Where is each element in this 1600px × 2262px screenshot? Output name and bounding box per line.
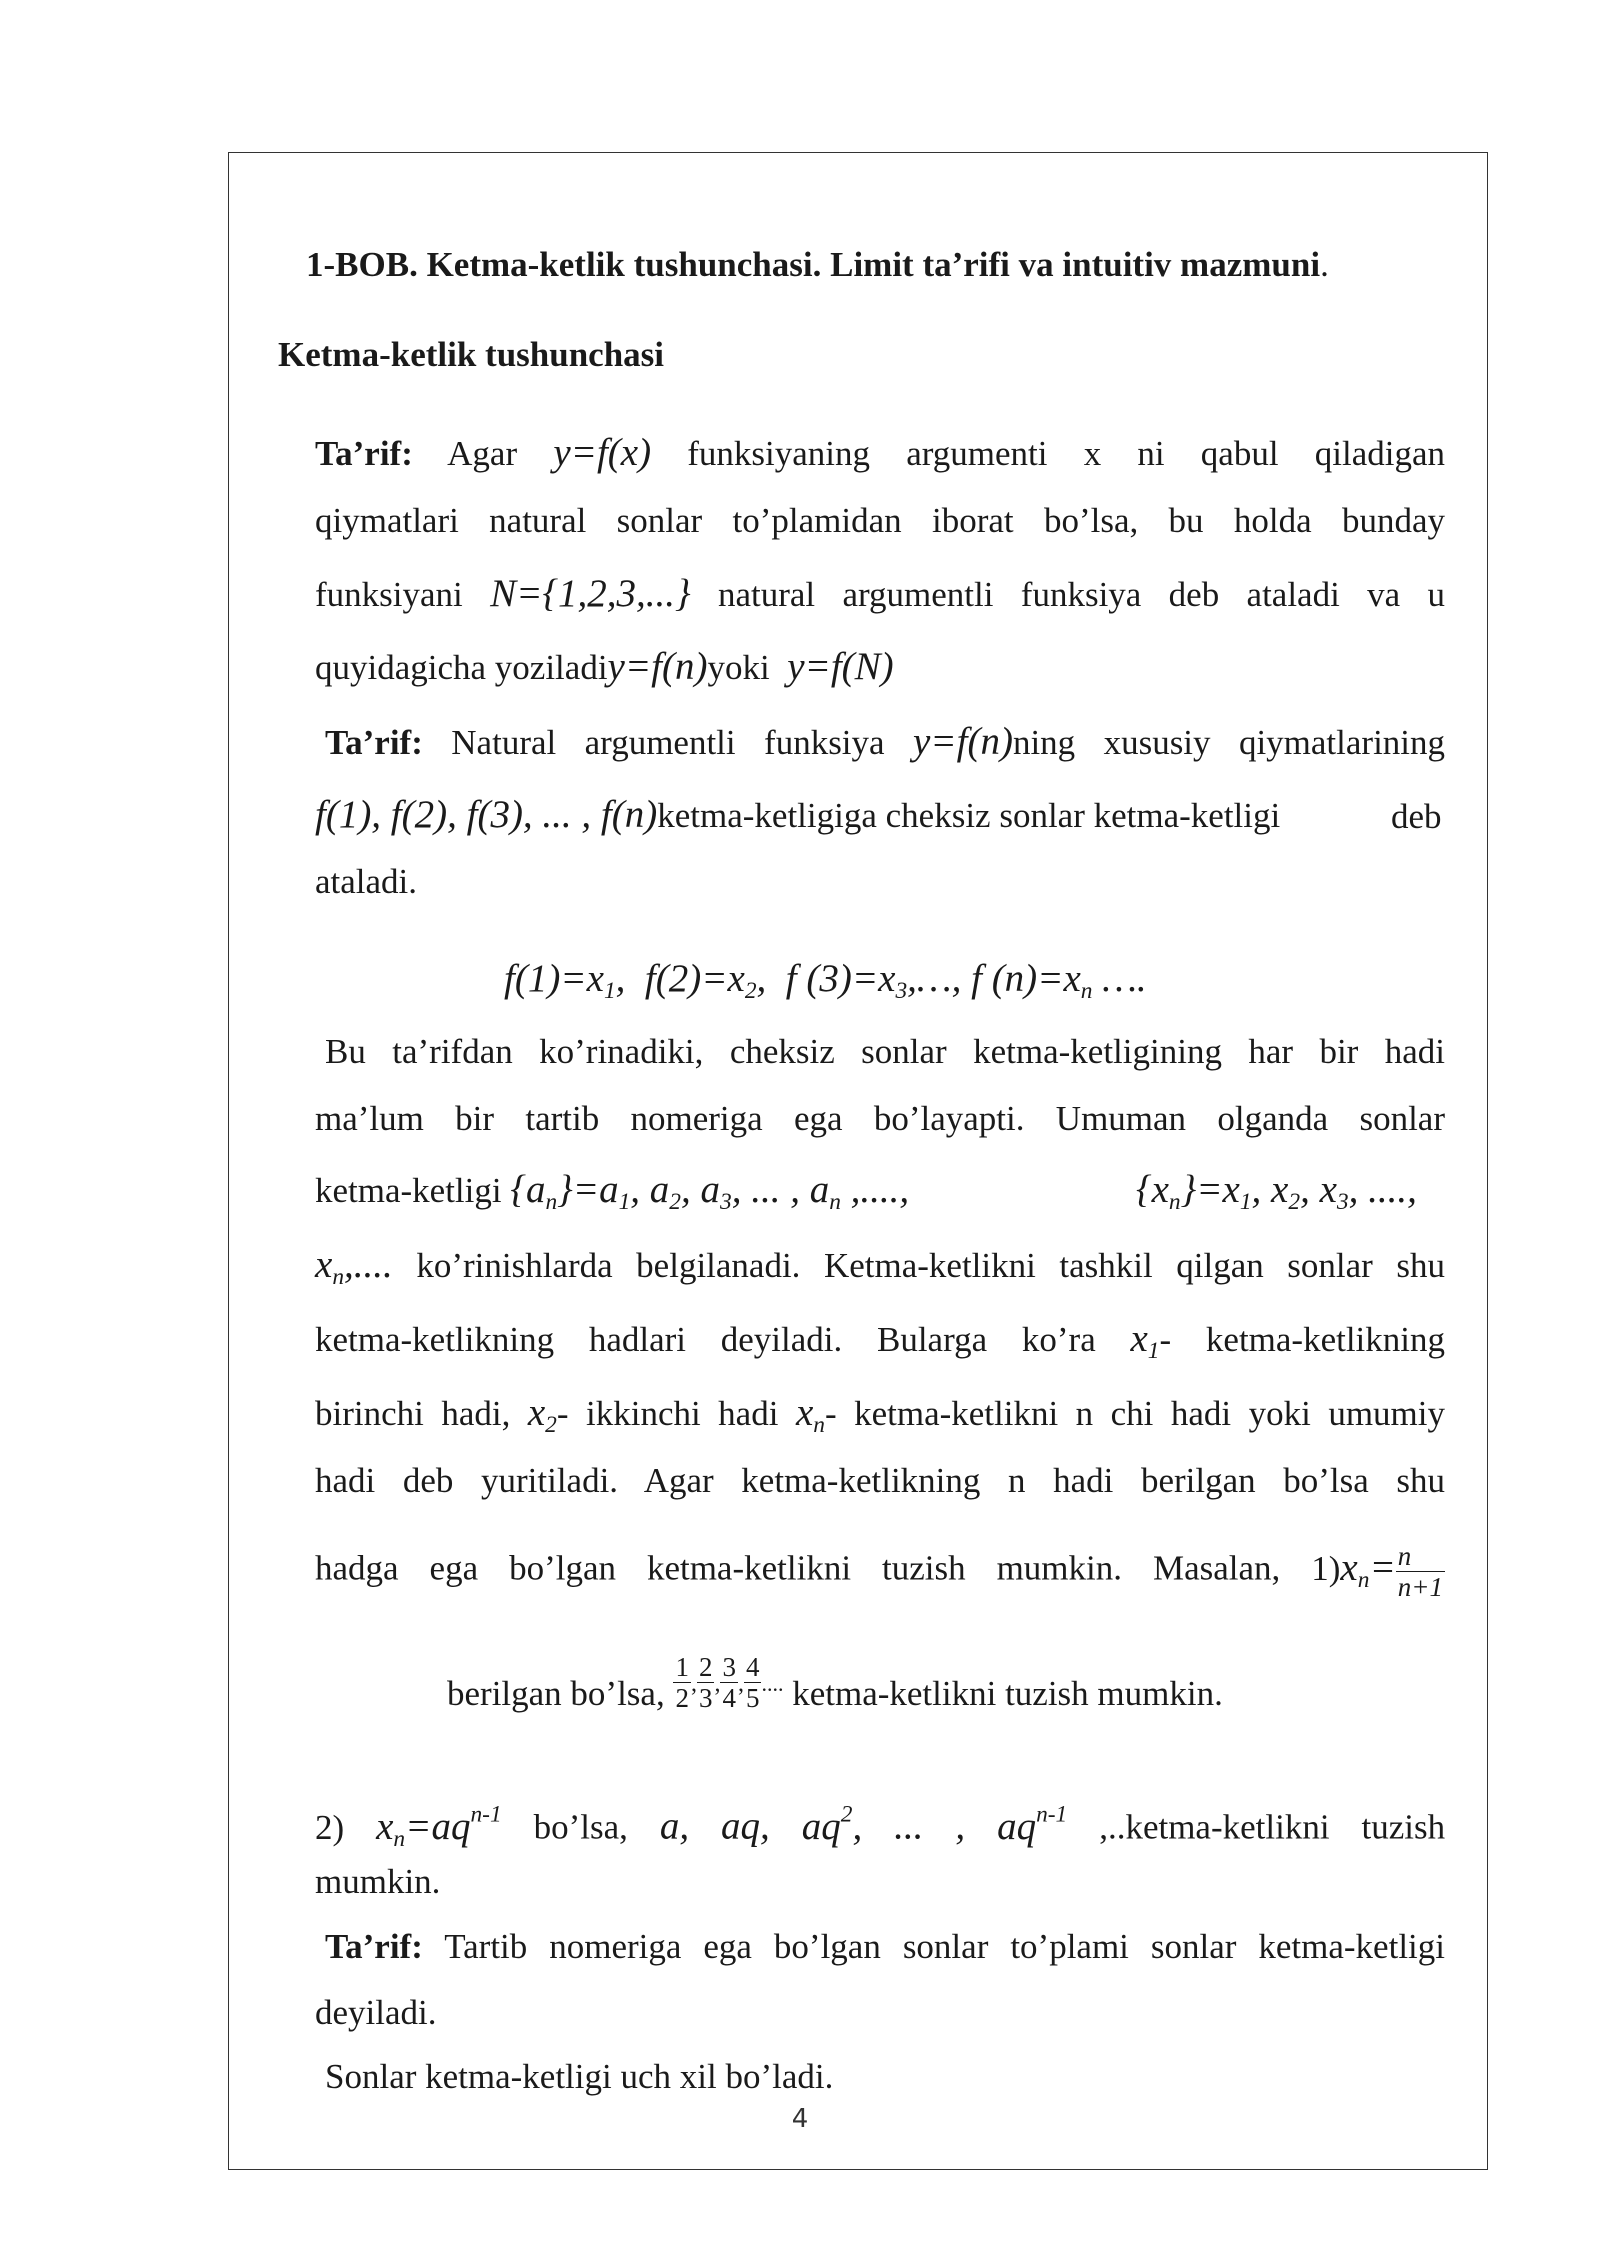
fraction: [744, 1652, 762, 1713]
formula-part: a,: [659, 1804, 690, 1848]
fraction: [1396, 1541, 1445, 1602]
example-2-line-2: mumkin.: [315, 1862, 441, 1901]
formula-xn-fraction: [1311, 1541, 1445, 1602]
paragraph-3-line-8: [315, 1541, 1445, 1602]
formula-part: x: [1130, 1317, 1148, 1360]
definition-1-line-3: [315, 572, 1445, 617]
example-2-line-1: [315, 1792, 1445, 1861]
formula-x1-group: [1130, 1317, 1172, 1365]
paragraph-3-line-6: [315, 1391, 1445, 1447]
fraction: [697, 1652, 715, 1713]
fraction: [720, 1652, 738, 1713]
definition-1-line-2: qiymatlari natural sonlar to’plamidan iborat bo’lsa, bu holda bunday: [315, 501, 1445, 540]
formula-subscript: 2: [744, 978, 757, 1005]
example-number: 2): [315, 1807, 345, 1847]
chapter-heading-period: .: [1320, 245, 1329, 284]
formula-subscript: n: [829, 1189, 841, 1216]
formula-part: , ... , a: [731, 1168, 830, 1211]
formula-part: x: [376, 1804, 394, 1848]
formula-part: =: [1369, 1545, 1396, 1589]
formula-part: ,....,: [840, 1168, 910, 1211]
example-1-result: [447, 1648, 1223, 1726]
paragraph-3-text-6c: - ketma-ketlikni n chi hadi yoki umumiy: [824, 1394, 1446, 1433]
formula-part: }=x: [1180, 1168, 1240, 1211]
chapter-heading-text: 1-BOB. Ketma-ketlik tushunchasi. Limit ta’rifi va intuitiv mazmuni: [306, 245, 1321, 284]
formula-superscript: n-1: [470, 1801, 502, 1827]
formula-part: aq: [997, 1804, 1037, 1848]
word-tuzish: tuzish: [1361, 1807, 1446, 1847]
formula-part: =aq: [405, 1804, 471, 1848]
formula-part: x: [527, 1391, 546, 1434]
fraction-sequence: [673, 1648, 783, 1716]
section-heading: Ketma-ketlik tushunchasi: [278, 335, 665, 374]
formula-part: , a: [630, 1168, 670, 1211]
definition-2-line-1: [325, 720, 1445, 765]
paragraph-3-text-4: ko’rinishlarda belgilanadi. Ketma-ketlikni tashkil qilgan sonlar shu: [416, 1246, 1445, 1285]
formula-subscript: n: [545, 1189, 558, 1216]
formula-xn: [1340, 1545, 1396, 1593]
word-deb: deb: [1391, 797, 1442, 836]
formula-part: f (n)=x: [971, 957, 1081, 1000]
formula-part: , a: [681, 1168, 720, 1211]
formula-y-fn: y=f(n): [913, 720, 1013, 763]
formula-xn-group: [795, 1391, 1446, 1439]
formula-subscript: 3: [720, 1189, 732, 1216]
formula-aqn: [997, 1801, 1068, 1848]
example-2-formula-group: [315, 1801, 502, 1852]
formula-N-set: N={1,2,3,...}: [490, 572, 691, 615]
formula-part: aq,: [721, 1804, 770, 1848]
formula-part: }=a: [557, 1168, 619, 1211]
chapter-heading: [306, 243, 1329, 287]
definition-2-text-1b: ning xususiy qiymatlarining: [1012, 723, 1446, 762]
formula-subscript: 1: [1147, 1338, 1160, 1365]
formula-part: ...: [894, 1804, 924, 1848]
fraction-numerator: 3: [722, 1652, 736, 1683]
formula-subscript: 1: [1239, 1189, 1252, 1216]
paragraph-3-line-1: Bu ta’rifdan ko’rinadiki, cheksiz sonlar ketma-ketligining har bir hadi: [325, 1032, 1445, 1071]
comma: ,: [737, 1671, 744, 1697]
paragraph-3-line-7: hadi deb yuritiladi. Agar ketma-ketlikning n hadi berilgan bo’lsa shu: [315, 1461, 1445, 1500]
formula-part: , x: [1251, 1168, 1289, 1211]
formula-y-fn-group: [913, 720, 1446, 763]
definition-1-text-1: funksiyaning argumenti x ni qabul qiladigan: [687, 434, 1446, 473]
formula-part: ,: [852, 1804, 863, 1848]
dash: -: [1159, 1320, 1172, 1359]
formula-part: ,....: [344, 1243, 393, 1286]
formula-superscript: n-1: [1036, 1801, 1068, 1827]
definition-label: Ta’rif:: [325, 1927, 423, 1966]
paragraph-3-line-4: [315, 1243, 1445, 1299]
formula-part: x: [795, 1391, 814, 1434]
definition-1-text-4a: quyidagicha yoziladi: [315, 648, 608, 687]
formula-subscript: n: [1357, 1566, 1370, 1593]
formula-x2-group: [527, 1391, 779, 1439]
dots: ....: [761, 1671, 784, 1696]
paragraph-3-text-6b: - ikkinchi hadi: [556, 1394, 779, 1433]
formula-subscript: 2: [1288, 1189, 1301, 1216]
page-number: 4: [791, 2104, 809, 2134]
formula-y-fN: y=f(N): [787, 645, 894, 688]
formula-comma: ,: [615, 957, 626, 1000]
comma: ,: [714, 1671, 721, 1697]
formula-sequence-values: [504, 957, 1147, 1013]
formula-part: {a: [510, 1168, 546, 1211]
fraction-denominator: 2: [675, 1683, 689, 1714]
comma: ,: [690, 1671, 697, 1697]
formula-subscript: 3: [895, 978, 908, 1005]
fraction-numerator: n: [1396, 1541, 1445, 1572]
formula-xn: [795, 1391, 825, 1439]
formula-part: ,: [955, 1804, 966, 1848]
formula-x1: [1130, 1317, 1160, 1365]
definition-1-line-4: [315, 645, 894, 690]
definition-3-line-1: [325, 1925, 1445, 1969]
example-2-text-tail: ,..ketma-ketlikni: [1099, 1807, 1330, 1847]
paragraph-3-line-2: ma’lum bir tartib nomeriga ega bo’layapti. Umuman olganda sonlar: [315, 1099, 1445, 1138]
formula-tail: ….: [1102, 957, 1147, 1000]
formula-subscript: 1: [603, 978, 616, 1005]
fraction: [673, 1652, 691, 1713]
formula-part: f(2)=x: [644, 957, 745, 1000]
formula-superscript: 2: [840, 1801, 853, 1827]
formula-part: f (3)=x: [785, 957, 896, 1000]
formula-x-sequence: [1136, 1168, 1417, 1224]
paragraph-3-text-5b: ketma-ketlikning: [1205, 1320, 1446, 1359]
fraction-denominator: n+1: [1397, 1572, 1443, 1602]
formula-subscript: n: [813, 1412, 825, 1439]
formula-part: x: [315, 1243, 333, 1286]
formula-comma: ,…,: [907, 957, 962, 1000]
formula-comma: ,: [756, 957, 767, 1000]
paragraph-6: Sonlar ketma-ketligi uch xil bo’ladi.: [325, 2057, 834, 2096]
formula-subscript: 3: [1336, 1189, 1349, 1216]
definition-2-line-3: ataladi.: [315, 862, 418, 901]
definition-3-line-2: deyiladi.: [315, 1993, 437, 2032]
formula-part: aq: [801, 1804, 841, 1848]
word-bolsa: bo’lsa,: [533, 1807, 628, 1847]
example-number: 1): [1311, 1548, 1341, 1588]
definition-2-text-1a: Natural argumentli funksiya: [451, 723, 885, 762]
formula-part: f(1)=x: [504, 957, 604, 1000]
formula-x2: [527, 1391, 557, 1439]
formula-part: , ....,: [1348, 1168, 1417, 1211]
definition-2-line-2: [315, 793, 1280, 838]
word-agar: Agar: [447, 434, 518, 473]
fraction-denominator: 5: [745, 1683, 760, 1714]
formula-part: {x: [1136, 1168, 1169, 1211]
definition-label: Ta’rif:: [325, 723, 423, 762]
fraction-denominator: 3: [698, 1683, 713, 1714]
formula-xn: [315, 1243, 393, 1291]
formula-part: , x: [1300, 1168, 1337, 1211]
formula-y-fn: y=f(n): [607, 645, 708, 688]
formula-f-list: f(1), f(2), f(3), ... , f(n): [315, 793, 658, 836]
fraction-numerator: 2: [698, 1652, 713, 1683]
definition-1-text-3b: natural argumentli funksiya deb ataladi va u: [717, 575, 1446, 614]
formula-subscript: n: [393, 1825, 406, 1852]
formula-subscript: n: [1168, 1189, 1181, 1216]
fraction-denominator: 4: [722, 1683, 736, 1714]
paragraph-3-text-8a: hadga ega bo’lgan ketma-ketlikni tuzish mumkin. Masalan,: [315, 1548, 1281, 1588]
formula-y-fx: y=f(x): [553, 431, 652, 474]
formula-subscript: 1: [618, 1189, 631, 1216]
definition-label: Ta’rif:: [315, 434, 413, 473]
example-1-text-b: ketma-ketlikni tuzish mumkin.: [792, 1674, 1223, 1713]
paragraph-3-text-6a: birinchi hadi,: [315, 1394, 511, 1433]
formula-aq2: [801, 1801, 863, 1848]
paragraph-3-text-3a: ketma-ketligi: [315, 1171, 502, 1210]
fraction-numerator: 1: [675, 1652, 689, 1683]
formula-subscript: n: [1080, 978, 1093, 1005]
definition-1-line-1: [315, 431, 1445, 476]
formula-part: x: [1340, 1545, 1358, 1589]
paragraph-3-text-5a: ketma-ketlikning hadlari deyiladi. Bularga ko’ra: [315, 1320, 1096, 1359]
definition-3-text-1: Tartib nomeriga ega bo’lgan sonlar to’plami sonlar ketma-ketligi: [444, 1927, 1445, 1966]
definition-1-text-3a: funksiyani: [315, 575, 463, 614]
definition-2-text-2: ketma-ketligiga cheksiz sonlar ketma-ketligi: [657, 796, 1281, 835]
example-1-text-a: berilgan bo’lsa,: [447, 1674, 665, 1713]
formula-a-sequence: [510, 1168, 910, 1216]
formula-xn-aq: [376, 1801, 502, 1852]
fraction-numerator: 4: [745, 1652, 760, 1683]
paragraph-3-line-3: [315, 1168, 909, 1224]
paragraph-3-line-5: [315, 1317, 1445, 1373]
formula-subscript: 2: [669, 1189, 681, 1216]
formula-subscript: n: [332, 1264, 345, 1291]
word-yoki: yoki: [707, 648, 770, 687]
formula-subscript: 2: [545, 1412, 557, 1439]
